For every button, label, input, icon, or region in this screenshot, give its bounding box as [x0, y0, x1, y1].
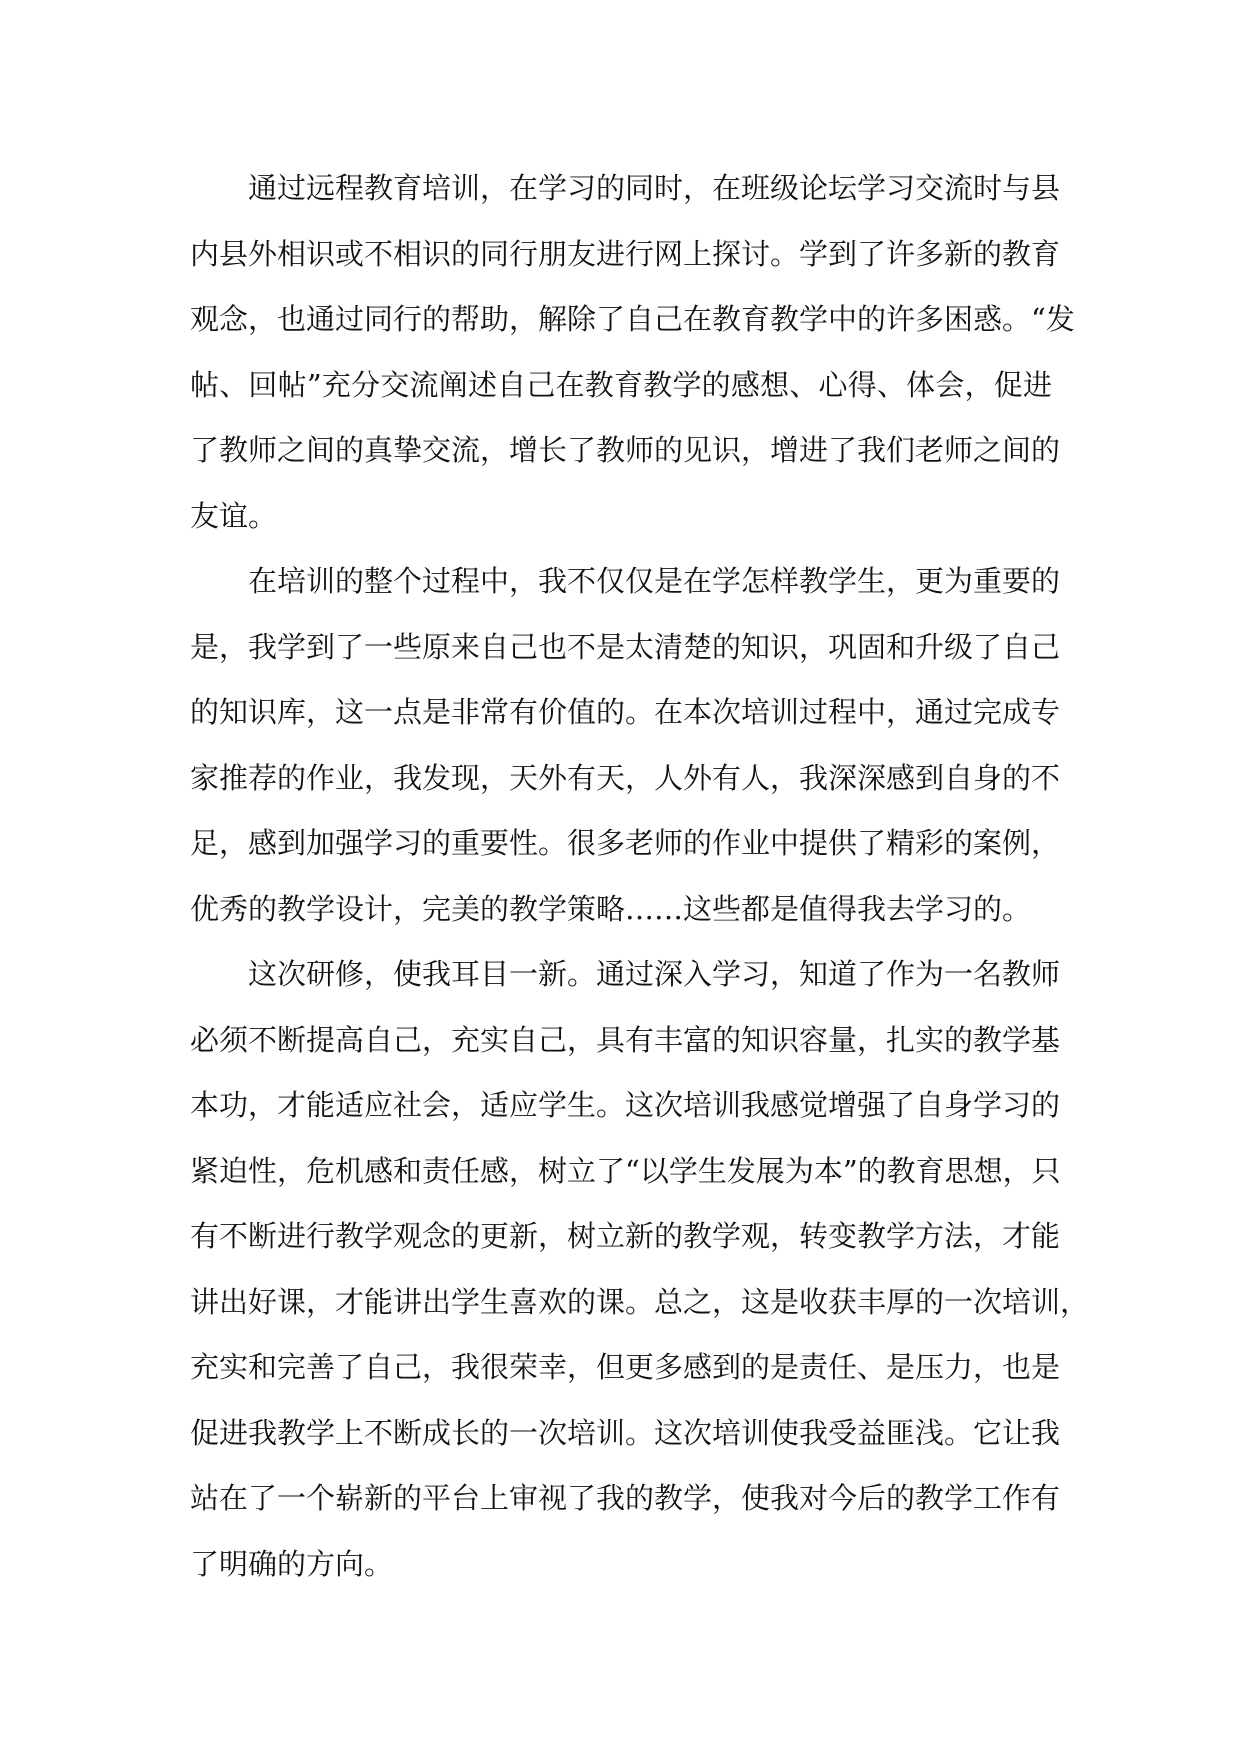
- text-line: 观念，也通过同行的帮助，解除了自己在教育教学中的许多困惑。“发: [190, 302, 1075, 336]
- text-line: 了教师之间的真挚交流，增长了教师的见识，增进了我们老师之间的: [190, 433, 1061, 467]
- text-line: 紧迫性，危机感和责任感，树立了“以学生发展为本”的教育思想，只: [190, 1153, 1061, 1188]
- paragraph-2: [190, 549, 1061, 942]
- text-line: 家推荐的作业，我发现，天外有天，人外有人，我深深感到自身的不: [190, 760, 1061, 795]
- text-line: 足，感到加强学习的重要性。很多老师的作业中提供了精彩的案例，: [190, 826, 1061, 860]
- text-line: 优秀的教学设计，完美的教学策略……这些都是值得我去学习的。: [190, 891, 1032, 926]
- text-line: 这次研修，使我耳目一新。通过深入学习，知道了作为一名教师: [248, 957, 1061, 991]
- text-line: 必须不断提高自己，充实自己，具有丰富的知识容量，扎实的教学基: [190, 1022, 1061, 1057]
- text-line: 在培训的整个过程中，我不仅仅是在学怎样教学生，更为重要的: [248, 564, 1061, 598]
- text-line: 的知识库，这一点是非常有价值的。在本次培训过程中，通过完成专: [190, 695, 1061, 729]
- text-line: 本功，才能适应社会，适应学生。这次培训我感觉增强了自身学习的: [190, 1088, 1061, 1122]
- text-line: 内县外相识或不相识的同行朋友进行网上探讨。学到了许多新的教育: [190, 236, 1061, 271]
- text-line: 了明确的方向。: [190, 1546, 394, 1581]
- paragraph-3: [190, 942, 1090, 1597]
- text-line: 站在了一个崭新的平台上审视了我的教学，使我对今后的教学工作有: [190, 1481, 1061, 1515]
- text-line: 有不断进行教学观念的更新，树立新的教学观，转变教学方法，才能: [190, 1219, 1061, 1253]
- paragraph-1: [190, 156, 1075, 549]
- text-line: 通过远程教育培训，在学习的同时，在班级论坛学习交流时与县: [248, 171, 1061, 205]
- text-line: 帖、回帖”充分交流阐述自己在教育教学的感想、心得、体会，促进: [190, 367, 1052, 402]
- text-line: 友谊。: [190, 498, 278, 533]
- text-line: 是，我学到了一些原来自己也不是太清楚的知识，巩固和升级了自己: [190, 629, 1061, 664]
- text-line: 促进我教学上不断成长的一次培训。这次培训使我受益匪浅。它让我: [190, 1415, 1061, 1450]
- text-line: 充实和完善了自己，我很荣幸，但更多感到的是责任、是压力，也是: [190, 1350, 1061, 1384]
- document-body: [190, 156, 1090, 1597]
- text-line: 讲出好课，才能讲出学生喜欢的课。总之，这是收获丰厚的一次培训，: [190, 1284, 1090, 1319]
